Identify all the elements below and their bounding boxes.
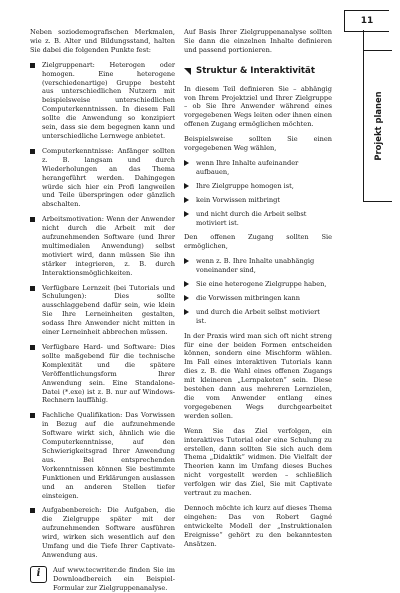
arrow-bullet-icon: [184, 258, 189, 264]
open-access-list: [184, 257, 332, 325]
info-box-text: Auf www.tecwriter.de finden Sie im Downloadbereich ein Beispiel-Formular zur Zielgruppenanalyse.: [53, 565, 175, 592]
list-item-text: Ihre Zielgruppe homogen ist,: [196, 181, 294, 190]
arrow-bullet-icon: [184, 295, 189, 301]
arrow-bullet-icon: [184, 309, 189, 315]
predefined-path-list: [184, 159, 332, 227]
side-tab-label: Projekt planen: [373, 91, 383, 161]
list-item-text: Aufgabenbereich: Die Aufgaben, die die Zielgruppe später mit der aufzunehmenden Software ausführen wird, wirken sich wesentlich auf den Umfang und die Tiefe Ihrer Captivate-Anwendung aus.: [42, 506, 175, 559]
paragraph: Dennoch möchte ich kurz auf dieses Thema eingehen: Das von Robert Gagné entwickelte Modell der „Instruktionalen Ereignisse“ gehört zu den bekanntesten Ansätzen.: [184, 503, 332, 548]
paragraph: Den offenen Zugang sollten Sie ermöglichen,: [184, 233, 332, 251]
right-column: [184, 28, 332, 555]
list-item-text: und nicht durch die Arbeit selbst motiviert ist.: [196, 209, 307, 227]
list-item-text: Zielgruppenart: Heterogen oder homogen. Eine heterogene (verschiedenartige) Gruppe besteht aus unterschiedlichen Nutzern mit beispielsweise unterschiedlichen Computerkenntnissen. In diesem Fall sollte die Anwendung so konzipiert sein, dass sie dem begegnen kann und unterschiedliche Lernwege anbietet.: [42, 60, 175, 140]
list-item-text: wenn Ihre Inhalte aufeinander aufbauen,: [196, 158, 299, 176]
arrow-bullet-icon: [184, 183, 189, 189]
list-item-text: kein Vorwissen mitbringt: [196, 195, 281, 204]
list-item: [30, 506, 175, 559]
list-item-text: Verfügbare Lernzeit (bei Tutorials und Schulungen): Dies sollte ausschlaggebend dafür sein, wie klein Sie Ihre Lerneinheiten gestalten, sodass Ihre Anwender nicht mitten in einer Lerneinheit abbrechen müssen.: [42, 283, 175, 337]
list-item: [184, 294, 332, 303]
list-item-text: wenn z. B. Ihre Inhalte unabhängig voneinander sind,: [196, 257, 315, 275]
list-item: [184, 196, 332, 205]
list-item: [184, 257, 332, 275]
list-item-text: und durch die Arbeit selbst motiviert ist.: [196, 307, 320, 325]
left-column: [30, 28, 175, 593]
paragraph: Wenn Sie das Ziel verfolgen, ein interaktives Tutorial oder eine Schulung zu erstellen, dann sollten Sie sich auch dem Thema „Didaktik“ widmen. Die Vielfalt der Theorien kann im Umfang dieses Buches nicht vorgestellt werden – schließlich verfolgen wir das Ziel, Sie mit Captivate vertraut zu machen.: [184, 426, 332, 498]
arrow-bullet-icon: [184, 281, 189, 287]
list-item: [184, 159, 332, 177]
arrow-bullet-icon: [184, 211, 189, 217]
target-group-criteria-list: [30, 61, 175, 560]
list-item: [184, 280, 332, 289]
list-item: [184, 182, 332, 191]
list-item: [184, 210, 332, 228]
arrow-bullet-icon: [184, 160, 189, 166]
triangle-heading-icon: [184, 68, 191, 75]
list-item: [30, 343, 175, 405]
list-item-text: Computerkenntnisse: Anfänger sollten z. B. langsam und durch Wiederholungen an das Thema herangeführt werden. Dahingegen würde sich hier ein Profi langweilen und Teile überspringen oder gänzlich abschalten.: [42, 146, 175, 209]
paragraph: In diesem Teil definieren Sie – abhängig von Ihrem Projektziel und Ihrer Zielgruppe – ob Sie Ihre Anwender während eines vorgegebenen Wegs leiten oder ihnen einen offenen Zugang ermöglichen möchten.: [184, 84, 332, 129]
square-bullet-icon: [30, 149, 35, 154]
list-item: [30, 284, 175, 337]
list-item-text: Sie eine heterogene Zielgruppe haben,: [196, 280, 327, 289]
list-item-text: die Vorwissen mitbringen kann: [196, 293, 300, 302]
list-item-text: Verfügbare Hard- und Software: Dies sollte maßgebend für die technische Komplexität und die spätere Veröffentlichungsform Ihrer Anwendung sein. Eine Standalone-Datei (*.exe) ist z. B. nur auf Windows-Rechnern lauffähig.: [42, 343, 175, 405]
section-heading-text: Struktur & Interaktivität: [196, 65, 315, 76]
left-intro-paragraph: Neben soziodemografischen Merkmalen, wie z. B. Alter und Bildungsstand, halten Sie dabei die folgenden Punkte fest:: [30, 28, 175, 54]
paragraph: Beispielsweise sollten Sie einen vorgegebenen Weg wählen,: [184, 135, 332, 153]
paragraph: In der Praxis wird man sich oft nicht streng für eine der beiden Formen entscheiden können, sondern eine Mischform wählen. Im Fall eines interaktiven Tutorials kann dies z. B. die Wahl eines offenen Zugangs mit kleineren „Lernpaketen“ sein. Diese bestehen dann aus mehreren Lernzielen, die vom Anwender entlang eines vorgegebenen Wegs durchgearbeitet werden sollen.: [184, 331, 332, 420]
info-icon: i: [30, 566, 47, 583]
square-bullet-icon: [30, 508, 35, 513]
info-box: [30, 566, 175, 593]
square-bullet-icon: [30, 63, 35, 68]
list-item: [30, 215, 175, 277]
list-item-text: Fachliche Qualifikation: Das Vorwissen in Bezug auf die aufzunehmende Software wirkt sich, ähnlich wie die Computerkenntnisse, auf den Schwierigkeitsgrad Ihrer Anwendung aus. Bei entsprechenden Vorkenntnissen können Sie bestimmte Funktionen und Erklärungen auslassen und an anderen Stellen tiefer einsteigen.: [42, 411, 175, 500]
right-intro-paragraph: Auf Basis Ihrer Zielgruppenanalyse sollten Sie dann die einzelnen Inhalte definieren und passend portionieren.: [184, 28, 332, 54]
square-bullet-icon: [30, 413, 35, 418]
page-number: 11: [344, 10, 389, 32]
arrow-bullet-icon: [184, 197, 189, 203]
section-heading: [184, 67, 332, 76]
list-item: [30, 147, 175, 209]
list-item: [30, 61, 175, 141]
square-bullet-icon: [30, 217, 35, 222]
list-item: [30, 411, 175, 500]
list-item: [184, 308, 332, 326]
list-item-text: Arbeitsmotivation: Wenn der Anwender nicht durch die Arbeit mit der aufzunehmenden Software (und Ihrer multimedialen Anwendung) selbst motiviert wird, dann müssen Sie ihn stärker integrieren, z. B. durch Interaktionsmöglichkeiten.: [42, 215, 175, 277]
square-bullet-icon: [30, 345, 35, 350]
square-bullet-icon: [30, 286, 35, 291]
side-tab-connector: [363, 30, 364, 50]
side-tab: [363, 50, 392, 202]
